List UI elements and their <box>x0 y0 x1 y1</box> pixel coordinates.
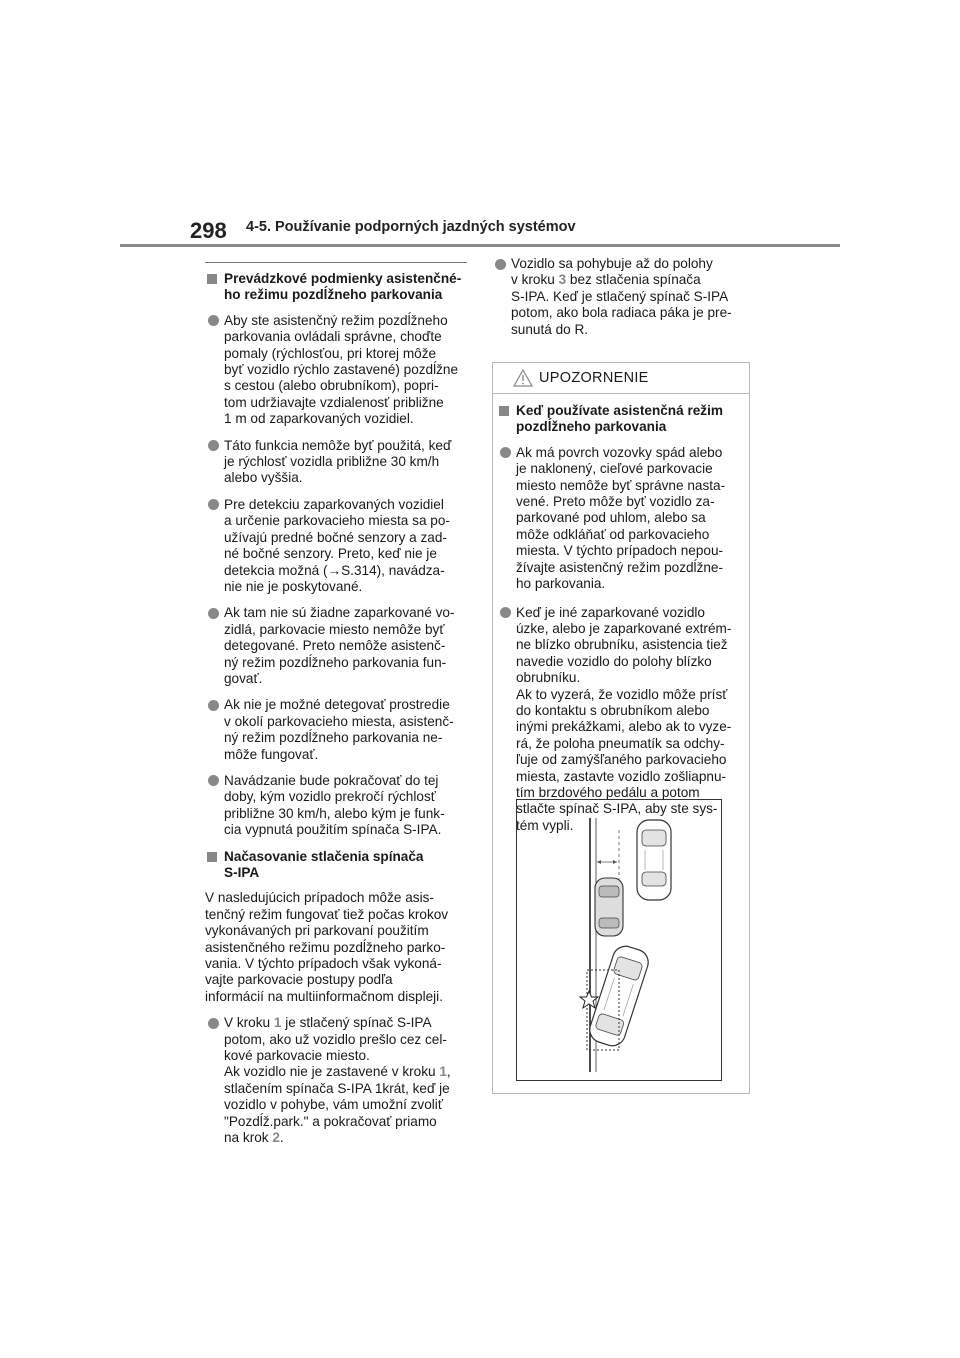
parking-diagram <box>516 799 722 1081</box>
round-bullet-icon <box>208 315 219 326</box>
page-reference[interactable]: detekcia možná (→S.314), navádza- <box>224 562 445 578</box>
list-item: Aby ste asistenčný režim pozdĺžneho parkovania ovládali správne, choďte pomaly (rýchlosťou, pri ktorej môže byť vozidlo rýchlo zastavené) pozdĺžne s cestou (alebo obrubníkom), popri- tom udržiavajte vzdialenosť približne 1 m od zaparkovaných vozidiel. <box>205 313 467 428</box>
section-heading-timing: Načasovanie stlačenia spínača S-IPA <box>205 849 467 882</box>
section-rule <box>205 262 467 263</box>
warning-header <box>493 363 749 394</box>
list-item: Ak tam nie sú žiadne zaparkované vo- zidlá, parkovacie miesto nemôže byť detegované. Preto nemôže asistenč- ný režim pozdĺžneho parkovania fun- govať. <box>205 605 467 687</box>
step-number: 1 <box>273 1015 282 1031</box>
square-bullet-icon <box>207 852 217 862</box>
paragraph: V nasledujúcich prípadoch môže asis- tenčný režim fungovať tiež počas krokov vykonávaných pri parkovaní použitím asistenčného režimu pozdĺžneho parko- vania. V týchto prípadoch však vykoná- vajte parkovacie postupy podľa informácií na multiinformačnom displeji. <box>205 890 449 1004</box>
list-item: Keď je iné zaparkované vozidlo úzke, alebo je zaparkované extrém- ne blízko obrubníku, asistencia tiež navedie vozidlo do polohy blízko obrubníku. Ak to vyzerá, že vozidlo môže prísť do kontaktu s obrubníkom alebo inými prekážkami, alebo ak to vyze- rá, že poloha pneumatík sa odchy- ľuje od zamýšľaného parkovacieho miesta, zastavte vozidlo zošliapnu- tím brzdového pedálu a potom stlačte spínač S-IPA, aby ste sys- tém vypli. <box>497 605 739 835</box>
warning-heading: Keď používate asistenčná režim pozdĺžneho parkovania <box>497 403 739 436</box>
round-bullet-icon <box>208 775 219 786</box>
round-bullet-icon <box>208 1018 219 1029</box>
list-item: Pre detekciu zaparkovaných vozidiel a určenie parkovacieho miesta sa po- užívajú predné bočné senzory a zad- né bočné senzory. Preto, keď nie je detekcia možná (→S.314), navádza- nie nie je poskytované. <box>205 497 467 595</box>
round-bullet-icon <box>208 700 219 711</box>
parked-car-rear <box>595 878 623 936</box>
page-number: 298 <box>190 218 227 243</box>
round-bullet-icon <box>208 499 219 510</box>
list-item: V kroku 1 je stlačený spínač S-IPA potom, ako už vozidlo prešlo cez cel- kové parkovacie miesto. Ak vozidlo nie je zastavené v kroku 1, stlačením spínača S-IPA 1krát, keď je vozidlo v pohybe, vám umožní zvoliť "Pozdĺž.park." a pokračovať priamo na krok 2. <box>205 1015 467 1146</box>
warning-label: UPOZORNENIE <box>539 370 649 387</box>
warning-box <box>492 362 750 1094</box>
right-column <box>492 256 750 1094</box>
section-heading-operating-conditions: Prevádzkové podmienky asistenčné- ho režimu pozdĺžneho parkovania <box>205 271 467 304</box>
chapter-title: 4-5. Používanie podporných jazdných systémov <box>246 219 576 235</box>
round-bullet-icon <box>208 440 219 451</box>
left-column <box>205 262 467 1157</box>
round-bullet-icon <box>500 447 511 458</box>
step-number: 3 <box>558 272 567 288</box>
step-number: 1 <box>439 1064 447 1080</box>
parked-car-front <box>637 820 671 900</box>
step-number: 2 <box>272 1130 280 1146</box>
list-item: Táto funkcia nemôže byť použitá, keď je rýchlosť vozidla približne 30 km/h alebo vyššia. <box>205 438 467 487</box>
header-rule <box>120 244 840 247</box>
square-bullet-icon <box>499 406 509 416</box>
round-bullet-icon <box>208 608 219 619</box>
list-item: Ak má povrch vozovky spád alebo je naklonený, cieľové parkovacie miesto nemôže byť správne nasta- vené. Preto môže byť vozidlo za- parkované pod uhlom, alebo sa môže odkláňať od parkovacieho miesta. V týchto prípadoch nepou- žívajte asistenčný režim pozdĺžne- ho parkovania. <box>497 445 739 593</box>
list-item: Ak nie je možné detegovať prostredie v okolí parkovacieho miesta, asistenč- ný režim pozdĺžneho parkovania ne- môže fungovať. <box>205 697 467 763</box>
warning-triangle-icon <box>513 369 533 387</box>
round-bullet-icon <box>500 607 511 618</box>
round-bullet-icon <box>495 259 506 270</box>
list-item: Vozidlo sa pohybuje až do polohy v kroku 3 bez stlačenia spínača S-IPA. Keď je stlačený spínač S-IPA potom, ako bola radiaca páka je pre- sunutá do R. <box>492 256 750 338</box>
contact-star-icon <box>580 991 598 1008</box>
list-item: Navádzanie bude pokračovať do tej doby, kým vozidlo prekročí rýchlosť približne 30 km/h, alebo kým je funk- cia vypnutá použitím spínača S-IPA. <box>205 773 467 839</box>
square-bullet-icon <box>207 274 217 284</box>
